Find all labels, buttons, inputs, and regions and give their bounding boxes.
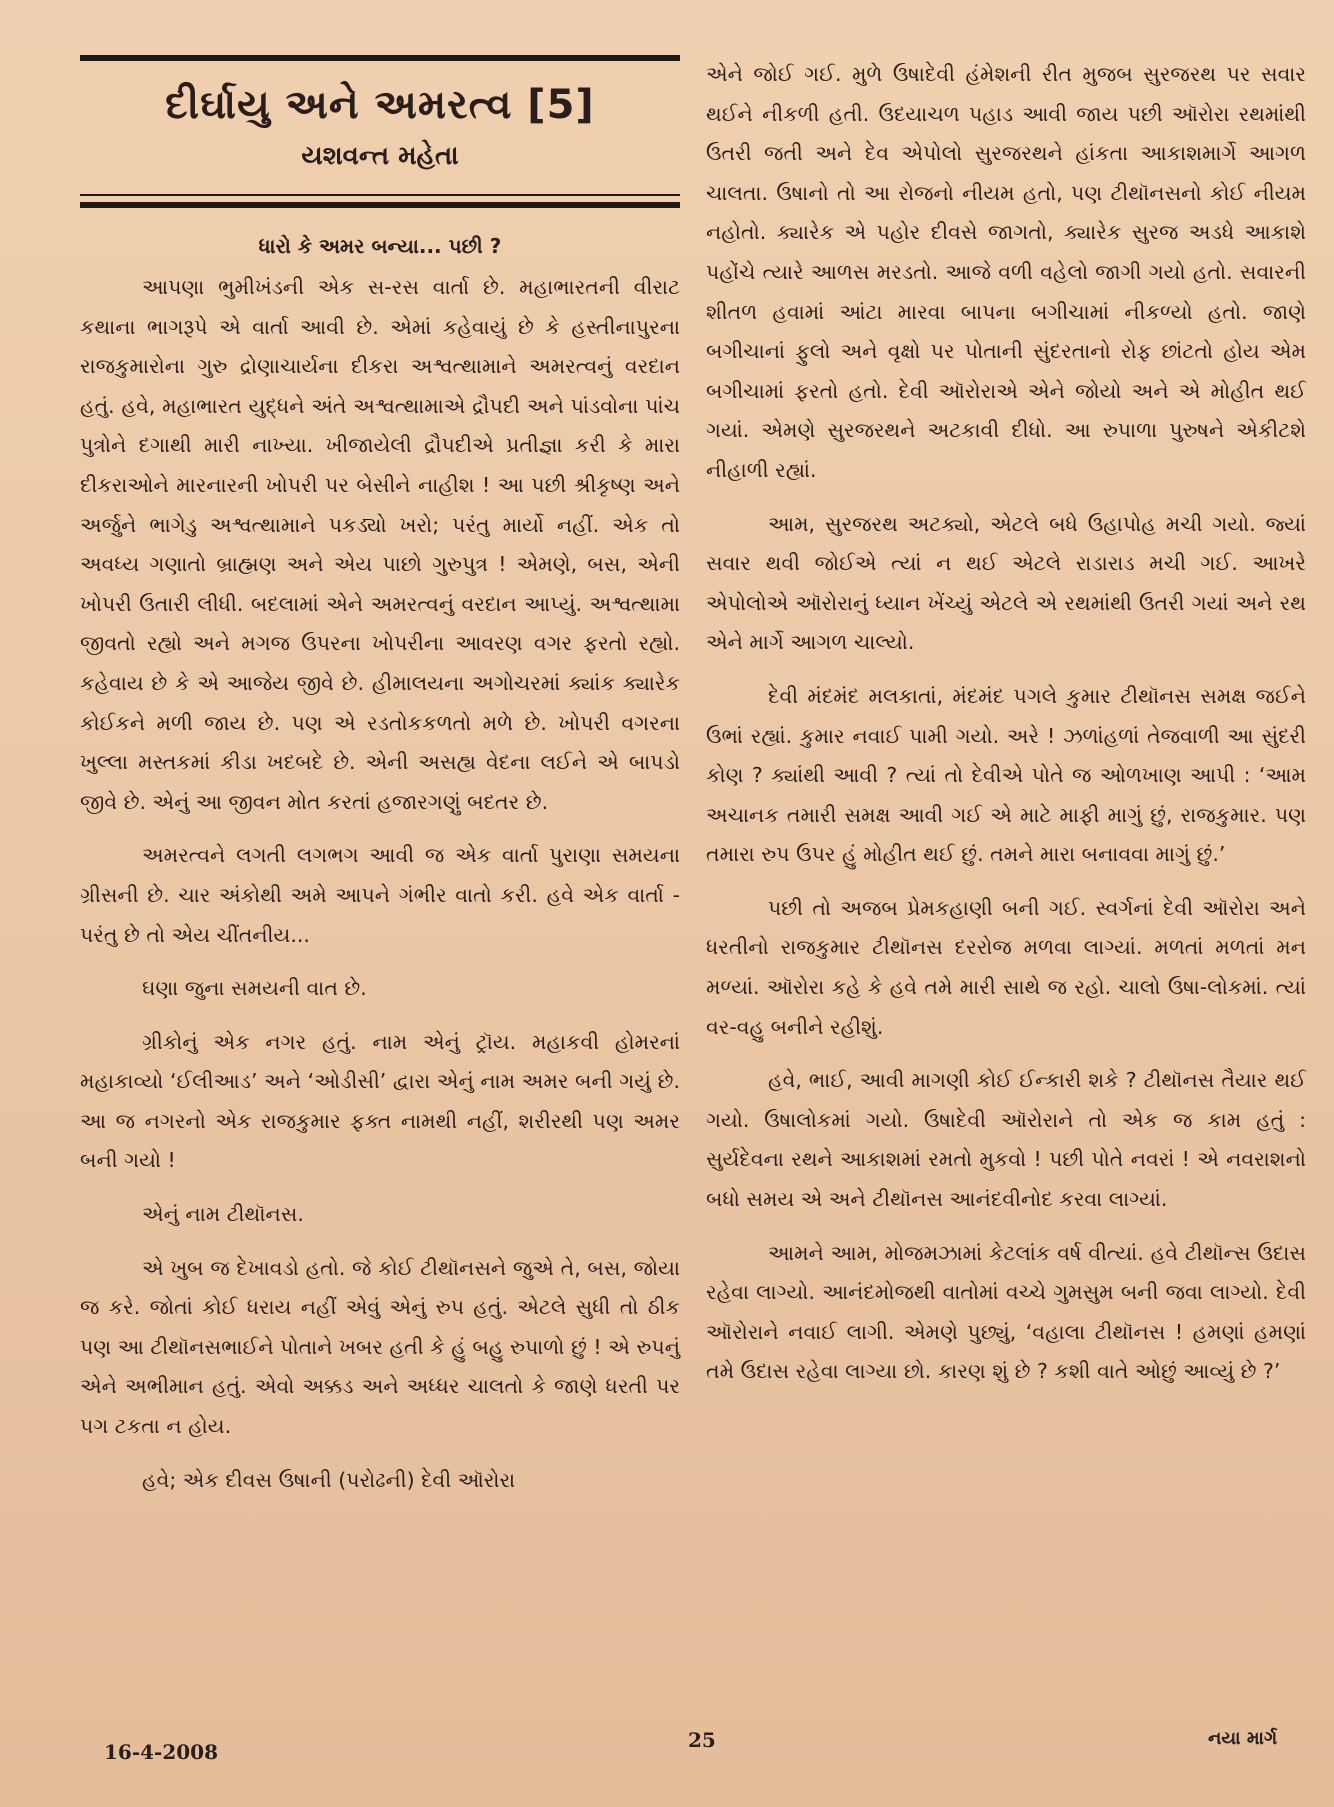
left-column — [80, 55, 680, 1514]
left-paragraph-3: ઘણા જુના સમયની વાત છે. — [142, 976, 367, 1001]
right-column — [706, 55, 1306, 1406]
right-paragraph-1: એને જોઈ ગઈ. મુળે ઉષાદેવી હંમેશની રીત મુજબ સુરજરથ પર સવાર થઈને નીકળી હતી. ઉદયાચળ પહાડ આવી જાય પછી ઑરોરા રથમાંથી ઉતરી જતી અને દેવ એપોલો સુરજરથને હાંકતા આકાશમાર્ગે આગળ ચાલતા. ઉષાનો તો આ રોજનો નીયમ હતો, પણ ટીથૉનસનો કોઈ નીયમ નહોતો. ક્યારેક એ પહોર દીવસે જાગતો, ક્યારેક સુરજ અડધે આકાશે પહોંચે ત્યારે આળસ મરડતો. આજે વળી વહેલો જાગી ગયો હતો. સવારની શીતળ હવામાં આંટા મારવા બાપના બગીચામાં નીકળ્યો હતો. જાણે બગીચાનાં ફુલો અને વૃક્ષો પર પોતાની સુંદરતાનો રોફ છાંટતો હોય એમ બગીચામાં ફરતો હતો. દેવી ઑરોરાએ એને જોયો અને એ મોહીત થઈ ગયાં. એમણે સુરજરથને અટકાવી દીધો. આ રુપાળા પુરુષને એકીટશે નીહાળી રહ્યાં. — [706, 62, 1307, 482]
left-paragraph-2: અમરત્વને લગતી લગભગ આવી જ એક વાર્તા પુરાણા સમયના ગ્રીસની છે. ચાર અંકોથી અમે આપને ગંભીર વાતો કરી. હવે એક વાર્તા - પરંતુ છે તો એય ચીંતનીય... — [80, 843, 680, 947]
page-footer — [0, 1728, 1334, 1768]
left-paragraph-6: એ ખુબ જ દેખાવડો હતો. જે કોઈ ટીથૉનસને જુએ તે, બસ, જોયા જ કરે. જોતાં કોઈ ધરાય નહીં એવું એનું રુપ હતું. એટલે સુધી તો ઠીક પણ આ ટીથૉનસભાઈને પોતાને ખબર હતી કે હું બહુ રુપાળો છું ! એ રુપનું એને અભીમાન હતું. એવો અક્કડ અને અધ્ધર ચાલતો કે જાણે ધરતી પર પગ ટકતા ન હોય. — [80, 1255, 680, 1439]
left-paragraph-4: ગ્રીકોનું એક નગર હતું. નામ એનું ટ્રૉય. મહાકવી હોમરનાં મહાકાવ્યો ‘ઈલીઆડ’ અને ‘ઓડીસી’ દ્વારા એનું નામ અમર બની ગયું છે. આ જ નગરનો એક રાજકુમાર ફક્ત નામથી નહીં, શરીરથી પણ અમર બની ગયો ! — [80, 1029, 680, 1173]
author-rule-thin — [80, 194, 680, 196]
issue-date: 16-4-2008 — [104, 1740, 219, 1764]
left-paragraph-7: હવે; એક દીવસ ઉષાની (પરોઢની) દેવી ઑરોરા — [142, 1467, 516, 1492]
author-rule-thick — [80, 202, 680, 208]
title-top-rule — [80, 55, 680, 61]
right-paragraph-4: પછી તો અજબ પ્રેમકહાણી બની ગઈ. સ્વર્ગનાં દેવી ઑરોરા અને ધરતીનો રાજકુમાર ટીથૉનસ દરરોજ મળવા લાગ્યાં. મળતાં મળતાં મન મળ્યાં. ઑરોરા કહે કે હવે તમે મારી સાથે જ રહો. ચાલો ઉષા-લોકમાં. ત્યાં વર-વહુ બનીને રહીશું. — [706, 895, 1306, 1039]
right-paragraph-2: આમ, સુરજરથ અટક્યો, એટલે બધે ઉહાપોહ મચી ગયો. જ્યાં સવાર થવી જોઈએ ત્યાં ન થઈ એટલે રાડારાડ મચી ગઈ. આખરે એપોલોએ ઑરોરાનું ધ્યાન ખેંચ્યું એટલે એ રથમાંથી ઉતરી ગયાં અને રથ એને માર્ગે આગળ ચાલ્યો. — [706, 511, 1306, 655]
magazine-name: નયા માર્ગ — [1208, 1728, 1278, 1749]
right-paragraph-5: હવે, ભાઈ, આવી માગણી કોઈ ઈન્કારી શકે ? ટીથૉનસ તૈયાર થઈ ગયો. ઉષાલોકમાં ગયો. ઉષાદેવી ઑરોરાને તો એક જ કામ હતું : સુર્યદેવના રથને આકાશમાં રમતો મુકવો ! પછી પોતે નવરાં ! એ નવરાશનો બધો સમય એ અને ટીથૉનસ આનંદવીનોદ કરવા લાગ્યાં. — [706, 1068, 1306, 1212]
article-title: દીર્ઘાયુ અને અમરત્વ [5] — [165, 82, 595, 128]
right-paragraph-3: દેવી મંદમંદ મલકાતાં, મંદમંદ પગલે કુમાર ટીથૉનસ સમક્ષ જઈને ઉભાં રહ્યાં. કુમાર નવાઈ પામી ગયો. અરે ! ઝળાંહળાં તેજવાળી આ સુંદરી કોણ ? ક્યાંથી આવી ? ત્યાં તો દેવીએ પોતે જ ઓળખાણ આપી : ‘આમ અચાનક તમારી સમક્ષ આવી ગઈ એ માટે માફી માગું છું, રાજકુમાર. પણ તમારા રુપ ઉપર હું મોહીત થઈ છું. તમને મારા બનાવવા માગું છું.’ — [706, 683, 1306, 867]
left-paragraph-5: એનું નામ ટીથૉનસ. — [142, 1202, 304, 1227]
article-subheading: ધારો કે અમર બન્યા... પછી ? — [258, 234, 502, 258]
right-paragraph-6: આમને આમ, મોજમઝામાં કેટલાંક વર્ષ વીત્યાં. હવે ટીથૉન્સ ઉદાસ રહેવા લાગ્યો. આનંદમોજથી વાતોમાં વચ્ચે ગુમસુમ બની જવા લાગ્યો. દેવી ઑરોરાને નવાઈ લાગી. એમણે પુછ્યું, ‘વહાલા ટીથૉનસ ! હમણાં હમણાં તમે ઉદાસ રહેવા લાગ્યા છો. કારણ શું છે ? કશી વાતે ઓછું આવ્યું છે ?’ — [706, 1240, 1306, 1384]
page-number: 25 — [688, 1728, 716, 1752]
left-paragraph-1: આપણા ભુમીખંડની એક સ-રસ વાર્તા છે. મહાભારતની વીરાટ કથાના ભાગરૂપે એ વાર્તા આવી છે. એમાં કહેવાયું છે કે હસ્તીનાપુરના રાજકુમારોના ગુરુ દ્રોણાચાર્યના દીકરા અશ્વત્થામાને અમરત્વનું વરદાન હતું. હવે, મહાભારત યુદ્ધને અંતે અશ્વત્થામાએ દ્રૌપદી અને પાંડવોના પાંચ પુત્રોને દગાથી મારી નાખ્યા. ખીજાયેલી દ્રૌપદીએ પ્રતીજ્ઞા કરી કે મારા દીકરાઓને મારનારની ખોપરી પર બેસીને નાહીશ ! આ પછી શ્રીકૃષ્ણ અને અર્જુને ભાગેડુ અશ્વત્થામાને પકડ્યો ખરો; પરંતુ માર્યો નહીં. એક તો અવધ્ય ગણાતો બ્રાહ્મણ અને એય પાછો ગુરુપુત્ર ! એમણે, બસ, એની ખોપરી ઉતારી લીધી. બદલામાં એને અમરત્વનું વરદાન આપ્યું. અશ્વત્થામા જીવતો રહ્યો અને મગજ ઉપરના ખોપરીના આવરણ વગર ફરતો રહ્યો. કહેવાય છે કે એ આજેય જીવે છે. હીમાલયના અગોચરમાં ક્યાંક ક્યારેક કોઈકને મળી જાય છે. પણ એ રડતોકકળતો મળે છે. ખોપરી વગરના ખુલ્લા મસ્તકમાં કીડા ખદબદે છે. એની અસહ્ય વેદના લઈને એ બાપડો જીવે છે. એનું આ જીવન મોત કરતાં હજારગણું બદતર છે. — [80, 275, 680, 814]
article-author: યશવન્ત મહેતા — [301, 141, 459, 171]
